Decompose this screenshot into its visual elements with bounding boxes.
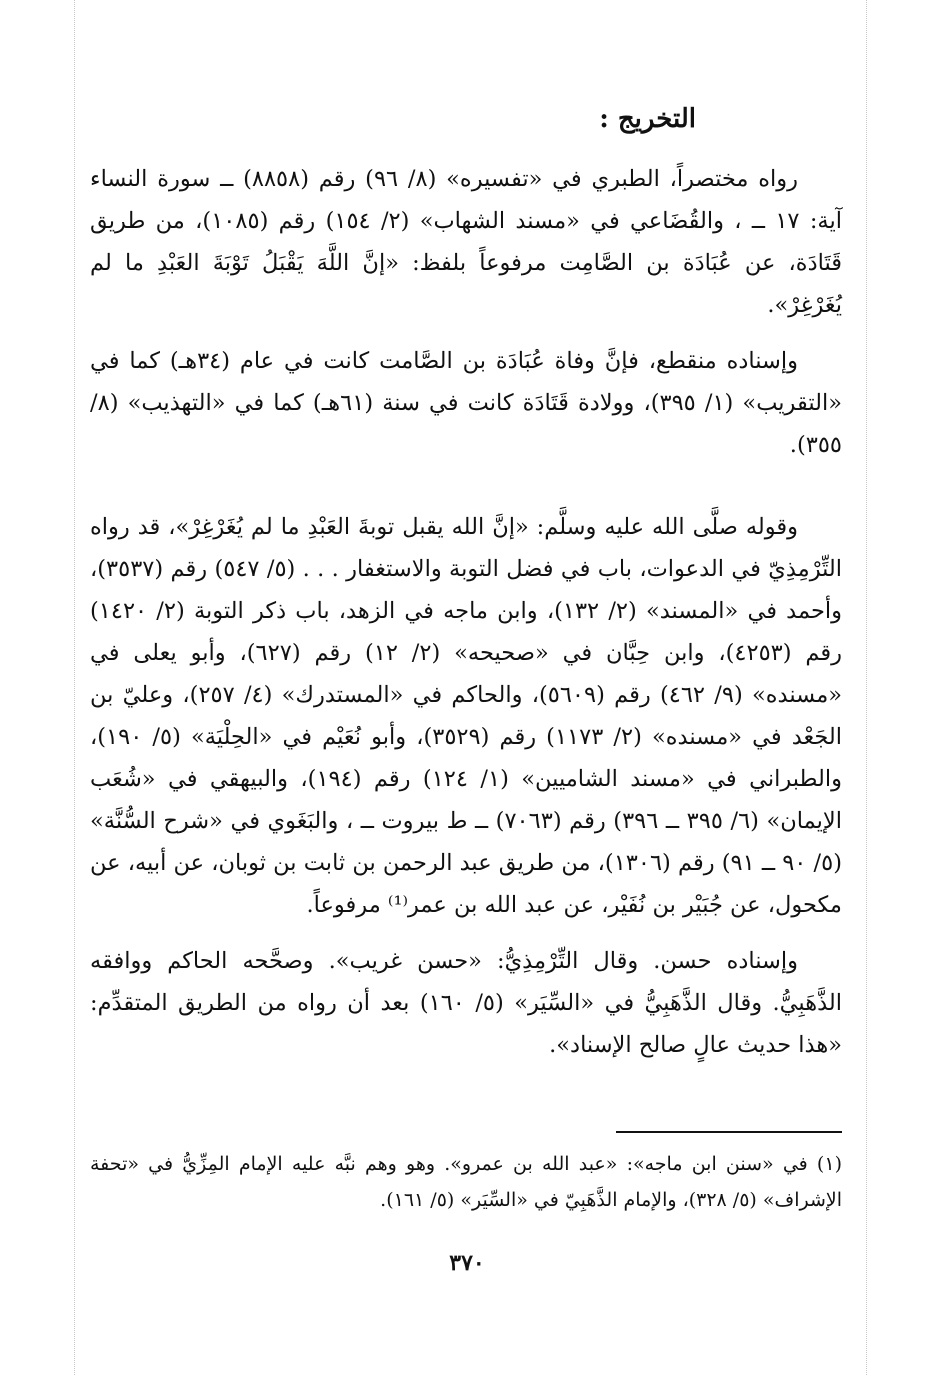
left-margin-guide <box>74 0 75 1375</box>
footnote-divider <box>616 1131 842 1133</box>
section-heading: التخريج : <box>599 104 696 134</box>
paragraph-takhrij: رواه مختصراً، الطبري في «تفسيره» (٨/ ٩٦) رقم (٨٨٥٨) ــ سورة النساء آية: ١٧ ــ ، والقُضَاعي في «مسند الشهاب» (٢/ ١٥٤) رقم (١٠٨٥)، من طريق قَتَادَة، عن عُبَادَة بن الصَّامِت مرفوعاً بلفظ: «إنَّ اللَّهَ يَقْبَلُ تَوْبَةَ العَبْدِ ما لم يُغَرْغِرْ». <box>90 166 842 318</box>
main-text <box>90 158 842 1066</box>
paragraph-isnad-hasan: وإسناده حسن. وقال التِّرْمِذِيُّ: «حسن غريب». وصحَّحه الحاكم ووافقه الذَّهَبِيُّ. وقال الذَّهَبِيُّ في «السِّيَر» (٥/ ١٦٠) بعد أن رواه من الطريق المتقدِّم: «هذا حديث عالٍ صالح الإسناد». <box>90 948 842 1058</box>
page-number: ٣٧٠ <box>449 1250 485 1276</box>
right-margin-guide <box>866 0 867 1375</box>
paragraph-isnad-munqati: وإسناده منقطع، فإنَّ وفاة عُبَادَة بن الصَّامت كانت في عام (٣٤هـ) كما في «التقريب» (١/ ٣٩٥)، وولادة قَتَادَة كانت في سنة (٦١هـ) كما في «التهذيب» (٨/ ٣٥٥). <box>90 348 843 458</box>
paragraph-hadith-sources: وقوله صلَّى الله عليه وسلَّم: «إنَّ الله يقبل توبةَ العَبْدِ ما لم يُغَرْغِرْ»، قد رواه التِّرْمِذِيّ في الدعوات، باب في فضل التوبة والاستغفار . . . (٥/ ٥٤٧) رقم (٣٥٣٧)، وأحمد في «المسند» (٢/ ١٣٢)، وابن ماجه في الزهد، باب ذكر التوبة (٢/ ١٤٢٠) رقم (٤٢٥٣)، وابن حِبَّان في «صحيحه» (٢/ ١٢) رقم (٦٢٧)، وأبو يعلى في «مسنده» (٩/ ٤٦٢) رقم (٥٦٠٩)، والحاكم في «المستدرك» (٤/ ٢٥٧)، وعليّ بن الجَعْد في «مسنده» (٢/ ١١٧٣) رقم (٣٥٢٩)، وأبو نُعَيْم في «الحِلْيَة» (٥/ ١٩٠)، والطبراني في «مسند الشاميين» (١/ ١٢٤) رقم (١٩٤)، والبيهقي في «شُعَب الإيمان» (٦/ ٣٩٥ ــ ٣٩٦) رقم (٧٠٦٣) ــ ط بيروت ــ ، والبَغَوي في «شرح السُّنَّة» (٥/ ٩٠ ــ ٩١) رقم (١٣٠٦)، من طريق عبد الرحمن بن ثابت بن ثوبان، عن أبيه، عن مكحول، عن جُبَيْر بن نُفَيْر، عن عبد الله بن عمر⁽¹⁾ مرفوعاً. <box>90 514 843 918</box>
footnote: (١) في «سنن ابن ماجه»: «عبد الله بن عمرو». وهو وهم نبَّه عليه الإمام المِزِّيُّ في «تحفة الإشراف» (٥/ ٣٢٨)، والإمام الذَّهَبِيّ في «السِّيَر» (٥/ ١٦١). <box>90 1153 842 1211</box>
